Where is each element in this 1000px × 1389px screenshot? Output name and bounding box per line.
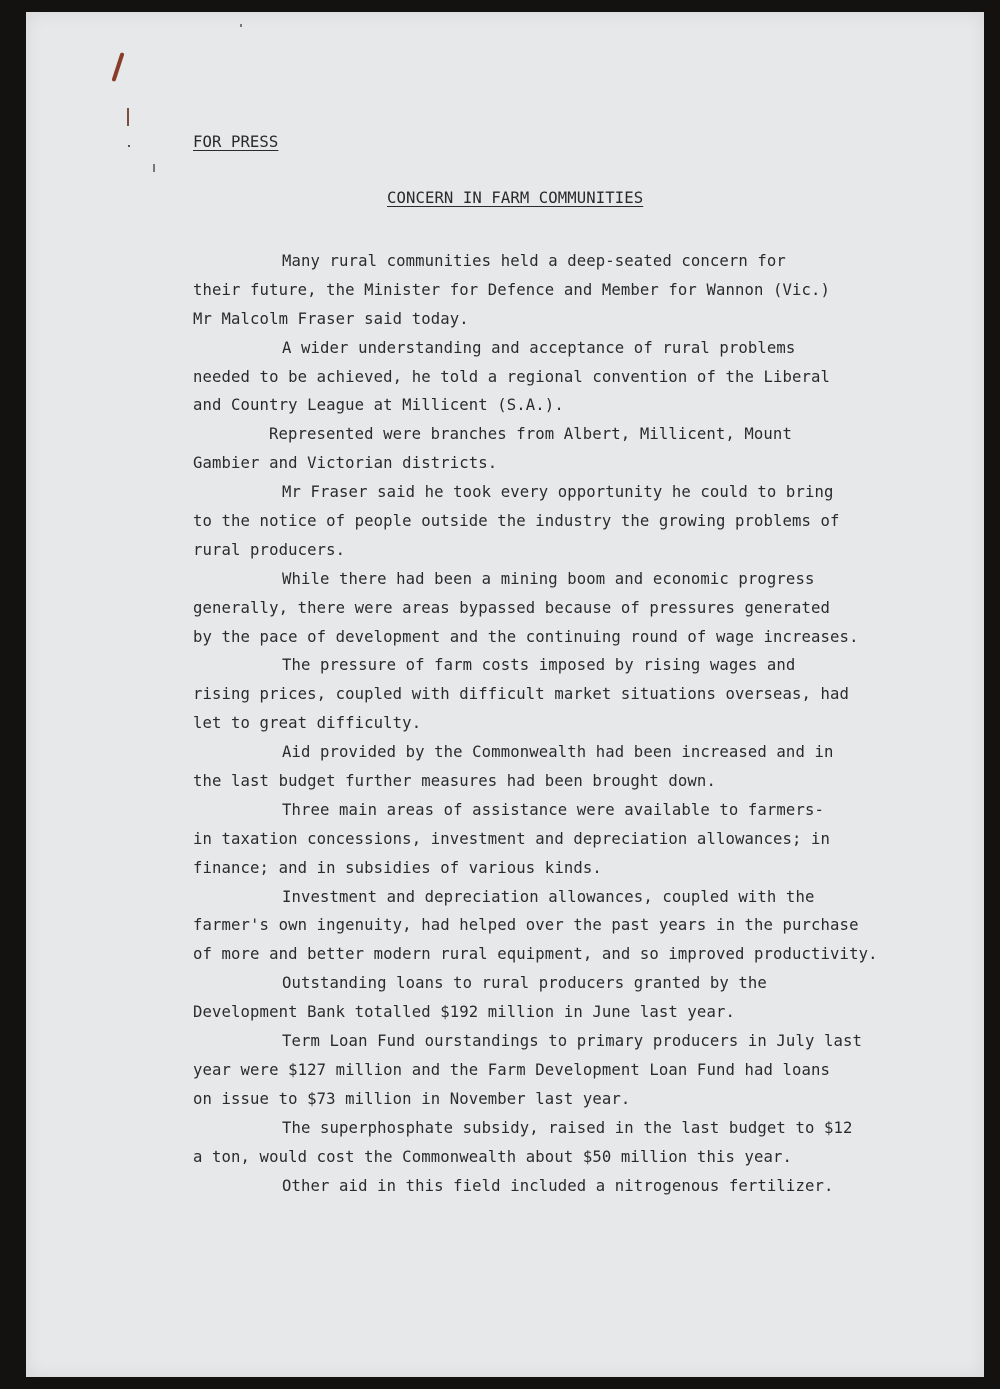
body-line: Mr Fraser said he took every opportunity he could to bring <box>282 483 834 502</box>
body-line: rising prices, coupled with difficult market situations overseas, had <box>193 685 850 704</box>
pencil-mark <box>240 24 242 27</box>
body-line: A wider understanding and acceptance of rural problems <box>282 338 796 357</box>
body-line: needed to be achieved, he told a regional convention of the Liberal <box>193 367 831 386</box>
press-release-body <box>193 247 933 1200</box>
body-line: the last budget further measures had been brought down. <box>193 772 716 791</box>
body-line: on issue to $73 million in November last year. <box>193 1089 631 1108</box>
body-line: their future, the Minister for Defence and Member for Wannon (Vic.) <box>193 280 831 299</box>
body-line: rural producers. <box>193 540 346 559</box>
body-line: Aid provided by the Commonwealth had been increased and in <box>282 743 834 762</box>
body-line: let to great difficulty. <box>193 714 422 733</box>
body-line: Mr Malcolm Fraser said today. <box>193 309 469 328</box>
body-line: Many rural communities held a deep-seated concern for <box>282 252 786 270</box>
body-line: a ton, would cost the Commonwealth about $50 million this year. <box>193 1147 793 1166</box>
pencil-mark <box>153 164 155 172</box>
body-line: Three main areas of assistance were available to farmers- <box>282 800 824 819</box>
pencil-mark <box>128 145 130 147</box>
body-line: finance; and in subsidies of various kinds. <box>193 858 602 877</box>
pencil-mark <box>127 108 129 126</box>
body-line: Gambier and Victorian districts. <box>193 454 498 473</box>
body-line: Investment and depreciation allowances, coupled with the <box>282 887 815 906</box>
body-line: and Country League at Millicent (S.A.). <box>193 396 564 415</box>
body-line: to the notice of people outside the industry the growing problems of <box>193 512 840 531</box>
pencil-mark <box>111 52 124 82</box>
body-line: Term Loan Fund ourstandings to primary producers in July last <box>282 1032 863 1051</box>
for-press-label: FOR PRESS <box>193 133 279 151</box>
body-line: of more and better modern rural equipment, and so improved productivity. <box>193 945 878 964</box>
body-line: While there had been a mining boom and economic progress <box>282 569 815 588</box>
body-line: Represented were branches from Albert, Millicent, Mount <box>269 425 792 444</box>
body-line: The superphosphate subsidy, raised in the last budget to $12 <box>282 1118 853 1137</box>
body-line: farmer's own ingenuity, had helped over the past years in the purchase <box>193 916 859 935</box>
body-line: by the pace of development and the continuing round of wage increases. <box>193 627 859 646</box>
body-line: Outstanding loans to rural producers granted by the <box>282 974 767 993</box>
body-line: in taxation concessions, investment and depreciation allowances; in <box>193 829 831 848</box>
body-line: generally, there were areas bypassed because of pressures generated <box>193 598 831 617</box>
body-line: Other aid in this field included a nitrogenous fertilizer. <box>282 1176 834 1195</box>
body-line: year were $127 million and the Farm Development Loan Fund had loans <box>193 1060 831 1079</box>
body-line: Development Bank totalled $192 million in June last year. <box>193 1003 735 1022</box>
document-title: CONCERN IN FARM COMMUNITIES <box>387 189 644 207</box>
body-line: The pressure of farm costs imposed by rising wages and <box>282 656 796 675</box>
